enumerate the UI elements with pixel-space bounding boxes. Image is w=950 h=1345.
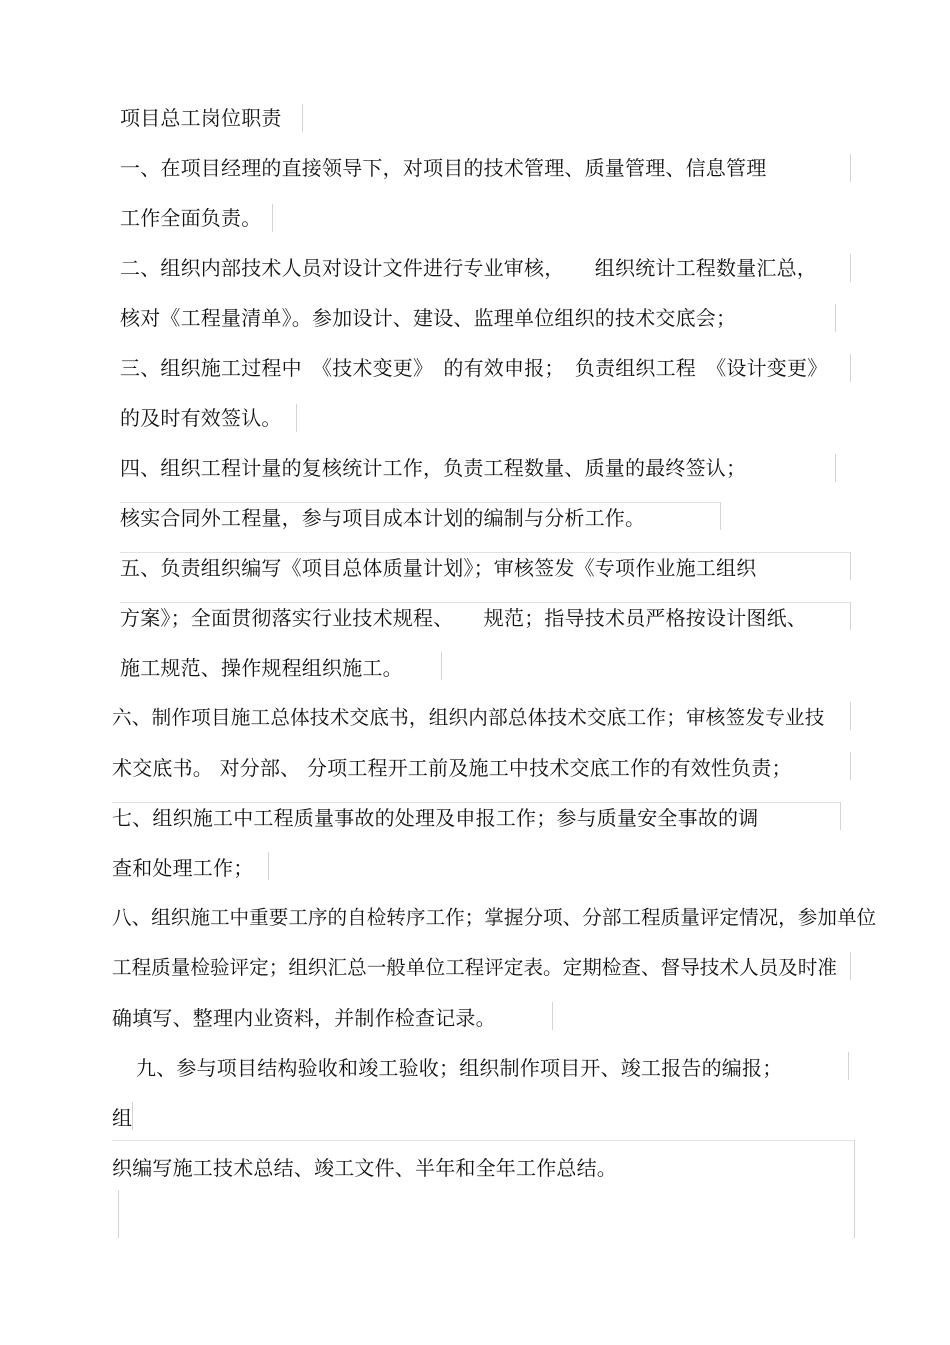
border-fragment [120,502,720,503]
paragraph-line: 二、组织内部技术人员对设计文件进行专业审核， 组织统计工程数量汇总， [120,256,817,280]
border-fragment [850,354,851,382]
border-fragment [112,1140,854,1141]
border-fragment [552,1002,553,1030]
paragraph-line: 工作全面负责。 [120,206,262,230]
border-fragment [850,752,851,780]
border-fragment [120,602,850,603]
paragraph-line: 工程质量检验评定；组织汇总一般单位工程评定表。定期检查、督导技术人员及时准 [112,956,837,979]
paragraph-line: 组 [112,1106,133,1130]
document-title: 项目总工岗位职责 [120,106,282,130]
border-fragment [835,454,836,482]
paragraph-line: 方案》；全面贯彻落实行业技术规程、 规范；指导技术员严格按设计图纸、 [120,606,807,630]
border-fragment [272,204,273,232]
paragraph-line: 三、组织施工过程中 《技术变更》 的有效申报； 负责组织工程 《设计变更》 [120,356,828,380]
border-fragment [850,254,851,282]
border-fragment [850,952,851,980]
border-fragment [840,802,841,830]
paragraph-line: 核实合同外工程量，参与项目成本计划的编制与分析工作。 [120,506,646,530]
paragraph-line: 确填写、整理内业资料，并制作检查记录。 [112,1006,496,1030]
paragraph-line: 四、组织工程计量的复核统计工作，负责工程数量、质量的最终签认； [120,456,747,480]
border-fragment [112,802,840,803]
paragraph-line: 织编写施工技术总结、竣工文件、半年和全年工作总结。 [112,1156,617,1180]
paragraph-line: 五、负责组织编写《项目总体质量计划》；审核签发《专项作业施工组织 [120,556,757,580]
border-fragment [835,304,836,332]
paragraph-line: 一、在项目经理的直接领导下，对项目的技术管理、质量管理、信息管理 [120,156,767,180]
paragraph-line: 八、组织施工中重要工序的自检转序工作；掌握分项、分部工程质量评定情况，参加单位 [112,906,877,929]
border-fragment [118,1190,119,1238]
border-fragment [850,702,851,730]
paragraph-line: 九、参与项目结构验收和竣工验收；组织制作项目开、竣工报告的编报； [136,1056,783,1080]
paragraph-line: 的及时有效签认。 [120,406,282,430]
paragraph-line: 六、制作项目施工总体技术交底书，组织内部总体技术交底工作；审核签发专业技 [112,706,825,729]
paragraph-line: 施工规范、操作规程组织施工。 [120,656,403,680]
border-fragment [296,404,297,432]
border-fragment [850,154,851,182]
border-fragment [120,552,850,553]
border-fragment [720,502,721,530]
border-fragment [850,552,851,580]
paragraph-line: 查和处理工作； [112,856,254,880]
border-fragment [302,104,303,132]
paragraph-line: 术交底书。 对分部、 分项工程开工前及施工中技术交底工作的有效性负责； [112,756,792,780]
paragraph-line: 七、组织施工中工程质量事故的处理及申报工作；参与质量安全事故的调 [112,806,759,830]
border-fragment [268,852,269,880]
paragraph-line: 核对《工程量清单》。参加设计、建设、监理单位组织的技术交底会； [120,306,737,330]
border-fragment [850,602,851,630]
border-fragment [854,1140,855,1238]
border-fragment [848,1052,849,1080]
border-fragment [441,652,442,680]
